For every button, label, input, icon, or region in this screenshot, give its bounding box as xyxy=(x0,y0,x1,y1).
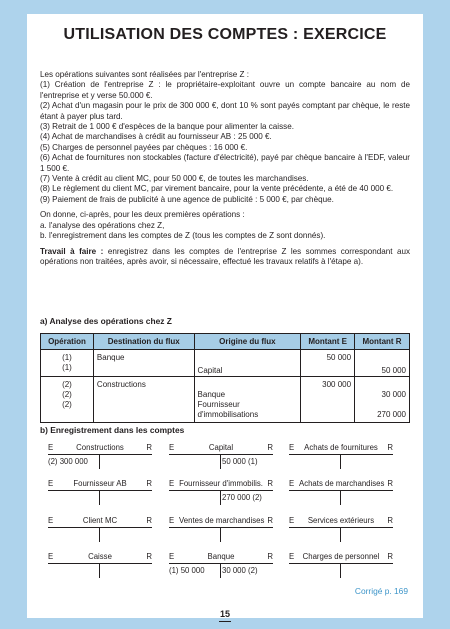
credit-label: R xyxy=(387,552,393,561)
col-header-operation: Opération xyxy=(41,334,94,350)
table-row: (2) Banque 30 000 xyxy=(41,390,410,400)
account-name: Services extérieurs xyxy=(307,516,375,525)
t-account-fournisseur-ab xyxy=(48,479,152,519)
table-row: d'immobilisations 270 000 xyxy=(41,410,410,423)
t-account-caisse xyxy=(48,552,152,592)
operation-8: (8) Le règlement du client MC, par virement bancaire, pour la vente précédente, a été de 40 000 €. xyxy=(40,184,394,194)
debit-label: E xyxy=(48,479,54,488)
account-name: Constructions xyxy=(76,443,124,452)
debit-entry: (2) 300 000 xyxy=(48,457,88,466)
debit-label: E xyxy=(48,443,54,452)
t-account-banque xyxy=(169,552,273,592)
credit-label: R xyxy=(146,479,152,488)
credit-label: R xyxy=(146,552,152,561)
t-account-achats-fournitures xyxy=(289,443,393,483)
debit-label: E xyxy=(169,552,175,561)
debit-label: E xyxy=(289,479,295,488)
t-account-client-mc xyxy=(48,516,152,556)
given-item-a: a. l'analyse des opérations chez Z, xyxy=(40,220,165,230)
task-label: Travail à faire : xyxy=(40,246,104,256)
operation-1: (1) Création de l'entreprise Z : le propriétaire-exploitant ouvre un compte bancaire au nom de l'entreprise et y verse 50.000 €. xyxy=(40,80,410,100)
operation-7: (7) Vente à crédit au client MC, pour 50 000 €, de toutes les marchandises. xyxy=(40,174,309,184)
operation-3: (3) Retrait de 1 000 € d'espèces de la banque pour alimenter la caisse. xyxy=(40,122,294,132)
col-header-destination: Destination du flux xyxy=(93,334,194,350)
operation-2: (2) Achat d'un magasin pour le prix de 300 000 €, dont 10 % sont payés comptant par chèque, le reste étant à payer plus tard. xyxy=(40,101,410,121)
task-paragraph xyxy=(40,247,410,268)
credit-entry: 50 000 (1) xyxy=(222,457,258,466)
credit-label: R xyxy=(267,552,273,561)
table-row: (2) Constructions 300 000 xyxy=(41,377,410,391)
t-account-constructions xyxy=(48,443,152,483)
col-header-amount-r: Montant R xyxy=(355,334,410,350)
credit-label: R xyxy=(387,443,393,452)
t-account-achats-marchandises xyxy=(289,479,393,519)
operation-6: (6) Achat de fournitures non stockables (facture d'électricité), payé par chèque bancaire à l'EDF, valeur 1 500 €. xyxy=(40,153,410,173)
credit-label: R xyxy=(267,443,273,452)
debit-label: E xyxy=(169,516,175,525)
t-account-ventes-marchandises xyxy=(169,516,273,556)
account-name: Achats de fournitures xyxy=(304,443,378,452)
credit-label: R xyxy=(387,516,393,525)
account-name: Charges de personnel xyxy=(302,552,380,561)
account-name: Ventes de marchandises xyxy=(179,516,265,525)
table-row: (1) Capital 50 000 xyxy=(41,363,410,377)
table-header-row xyxy=(41,334,410,350)
intro-text: Les opérations suivantes sont réalisées par l'entreprise Z : xyxy=(40,70,249,79)
flux-analysis-table xyxy=(40,333,410,423)
debit-entry: (1) 50 000 xyxy=(169,566,205,575)
debit-label: E xyxy=(48,552,54,561)
operation-4: (4) Achat de marchandises à crédit au fournisseur AB : 25 000 €. xyxy=(40,132,272,142)
credit-entry: 30 000 (2) xyxy=(222,566,258,575)
given-item-b: b. l'enregistrement dans les comptes de Z (tous les comptes de Z sont donnés). xyxy=(40,231,326,241)
debit-label: E xyxy=(169,443,175,452)
account-name: Fournisseur d'immobilis. xyxy=(179,479,263,488)
credit-label: R xyxy=(387,479,393,488)
table-row: (2) Fournisseur xyxy=(41,400,410,410)
page-title: UTILISATION DES COMPTES : EXERCICE xyxy=(63,26,387,43)
credit-label: R xyxy=(146,516,152,525)
table-row: (1) Banque 50 000 xyxy=(41,350,410,364)
section-a-heading: a) Analyse des opérations chez Z xyxy=(40,316,172,326)
credit-label: R xyxy=(267,479,273,488)
debit-label: E xyxy=(48,516,54,525)
exercise-page xyxy=(27,14,423,618)
t-account-capital xyxy=(169,443,273,483)
given-text: On donne, ci-après, pour les deux premières opérations : xyxy=(40,210,245,220)
credit-entry: 270 000 (2) xyxy=(222,493,262,502)
page-number-underline xyxy=(219,621,231,622)
section-b-heading: b) Enregistrement dans les comptes xyxy=(40,425,185,435)
credit-label: R xyxy=(267,516,273,525)
account-name: Capital xyxy=(208,443,234,452)
col-header-amount-e: Montant E xyxy=(301,334,355,350)
corrige-link[interactable]: Corrigé p. 169 xyxy=(354,586,408,596)
account-name: Client MC xyxy=(82,516,118,525)
t-account-services-exterieurs xyxy=(289,516,393,556)
col-header-origin: Origine du flux xyxy=(194,334,301,350)
debit-label: E xyxy=(289,516,295,525)
exercise-statement xyxy=(40,70,410,267)
task-text: enregistrez dans les comptes de l'entreprise Z les sommes correspondant aux opérations non traitées, après avoir, si nécessaire, effectué les travaux relatifs à l'étape a). xyxy=(40,246,410,266)
account-name: Achats de marchandises xyxy=(299,479,385,488)
debit-label: E xyxy=(289,443,295,452)
debit-label: E xyxy=(169,479,175,488)
account-name: Fournisseur AB xyxy=(73,479,127,488)
account-name: Banque xyxy=(207,552,235,561)
debit-label: E xyxy=(289,552,295,561)
t-account-fournisseur-immobilisations xyxy=(169,479,273,519)
operation-5: (5) Charges de personnel payées par chèques : 16 000 €. xyxy=(40,142,248,152)
page-number: 15 xyxy=(219,609,230,619)
operation-9: (9) Paiement de frais de publicité à une agence de publicité : 5 000 €, par chèque. xyxy=(40,194,334,204)
credit-label: R xyxy=(146,443,152,452)
account-name: Caisse xyxy=(88,552,112,561)
